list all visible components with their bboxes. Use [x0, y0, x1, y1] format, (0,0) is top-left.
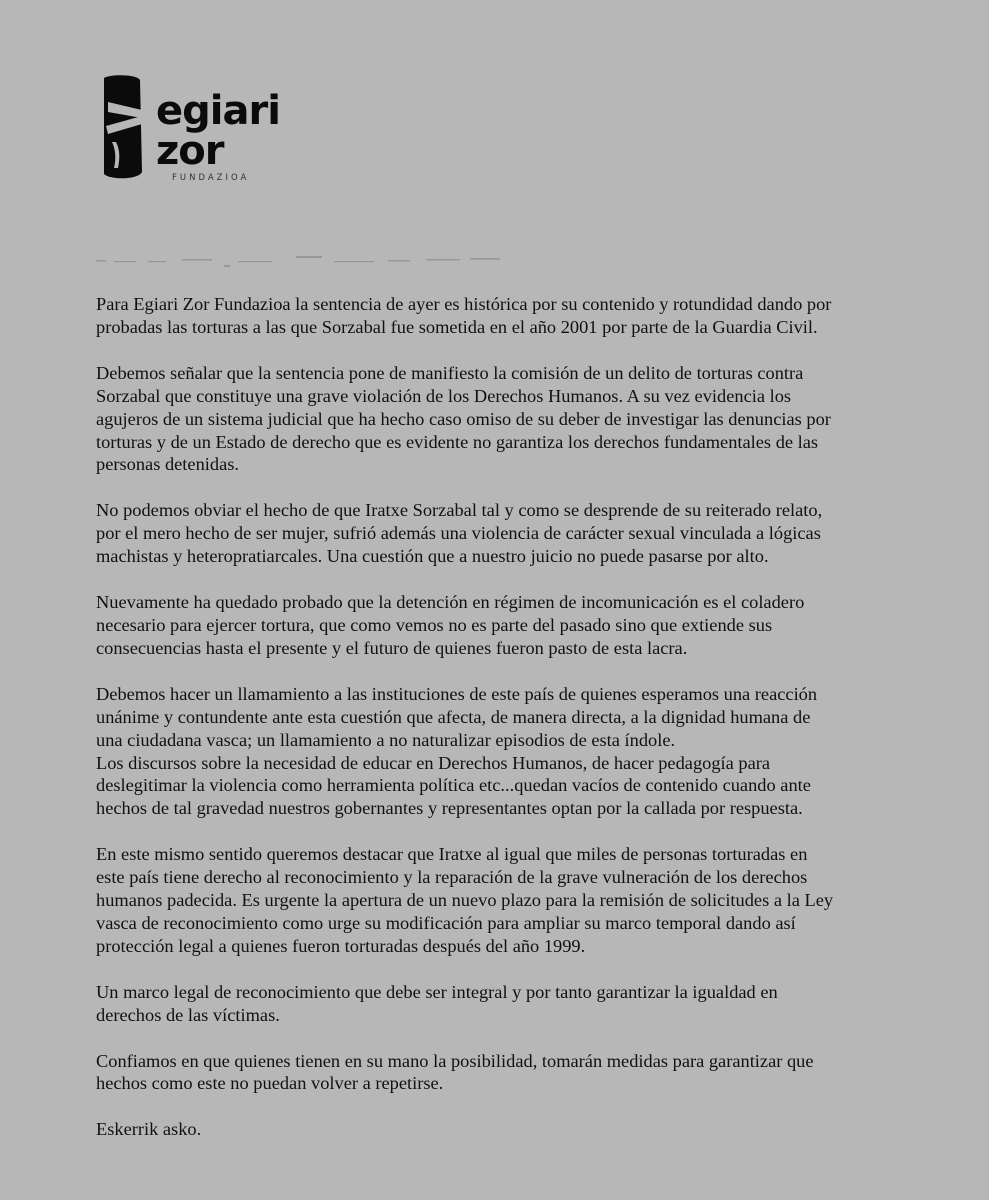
logo-word-egiari: egiari — [156, 88, 280, 134]
logo-word-zor: zor — [156, 128, 224, 174]
paragraph-9: Confiamos en que quienes tienen en su mano la posibilidad, tomarán medidas para garantizar que hechos como este no puedan volver a repetirse. — [96, 1050, 814, 1094]
paragraph-8: Un marco legal de reconocimiento que debe ser integral y por tanto garantizar la igualdad en derechos de las víctimas. — [96, 981, 778, 1025]
paragraph-1: Para Egiari Zor Fundazioa la sentencia de ayer es histórica por su contenido y rotundidad dando por probadas las torturas a las que Sorzabal fue sometida en el año 2001 por parte de la Guardia Civil. — [96, 294, 832, 337]
egiari-zor-logo — [96, 72, 306, 188]
faded-header-line — [96, 252, 506, 270]
paragraph-4: Nuevamente ha quedado probado que la detención en régimen de incomunicación es el coladero necesario para ejercer tortura, que como vemos no es parte del pasado sino que extiende sus consecuencias hasta el presente y el futuro de quienes fueron pasto de esta lacra. — [96, 592, 805, 658]
paragraph-5: Debemos hacer un llamamiento a las instituciones de este país de quienes esperamos una reacción unánime y contundente ante esta cuestión que afecta, de manera directa, a la dignidad humana de una ciudadana vasca; un llamamiento a no naturalizar episodios de esta índole. — [96, 683, 818, 750]
paragraph-2: Debemos señalar que la sentencia pone de manifiesto la comisión de un delito de torturas contra Sorzabal que constituye una grave violación de los Derechos Humanos. A su vez evidencia los agujeros de un sistema judicial que ha hecho caso omiso de su deber de investigar las denuncias por torturas y de un Estado de derecho que es evidente no garantiza los derechos fundamentales de las personas detenidas. — [96, 362, 831, 475]
logo-subtitle: FUNDAZIOA — [172, 173, 250, 183]
paragraph-7: En este mismo sentido queremos destacar que Iratxe al igual que miles de personas torturadas en este país tiene derecho al reconocimiento y la reparación de la grave vulneración de los derechos humanos padecida. Es urgente la apertura de un nuevo plazo para la remisión de solicitudes a la Ley vasca de reconocimiento como urge su modificación para ampliar su marco temporal dando así protección legal a quienes fueron torturadas después del año 1999. — [96, 844, 834, 956]
closing-line: Eskerrik asko. — [96, 1119, 202, 1140]
egiari-zor-logo-mark — [96, 72, 306, 188]
paragraph-3: No podemos obviar el hecho de que Iratxe Sorzabal tal y como se desprende de su reiterado relato, por el mero hecho de ser mujer, sufrió además una violencia de carácter sexual vinculada a lógicas machistas y heteropratiarcales. Una cuestión que a nuestro juicio no puede pasarse por alto. — [96, 500, 823, 567]
letter-body — [96, 293, 916, 1164]
paragraph-6: Los discursos sobre la necesidad de educar en Derechos Humanos, de hacer pedagogía para deslegitimar la violencia como herramienta política etc...quedan vacíos de contenido cuando ante hechos de tal gravedad nuestros gobernantes y representantes optan por la callada por respuesta. — [96, 752, 811, 819]
